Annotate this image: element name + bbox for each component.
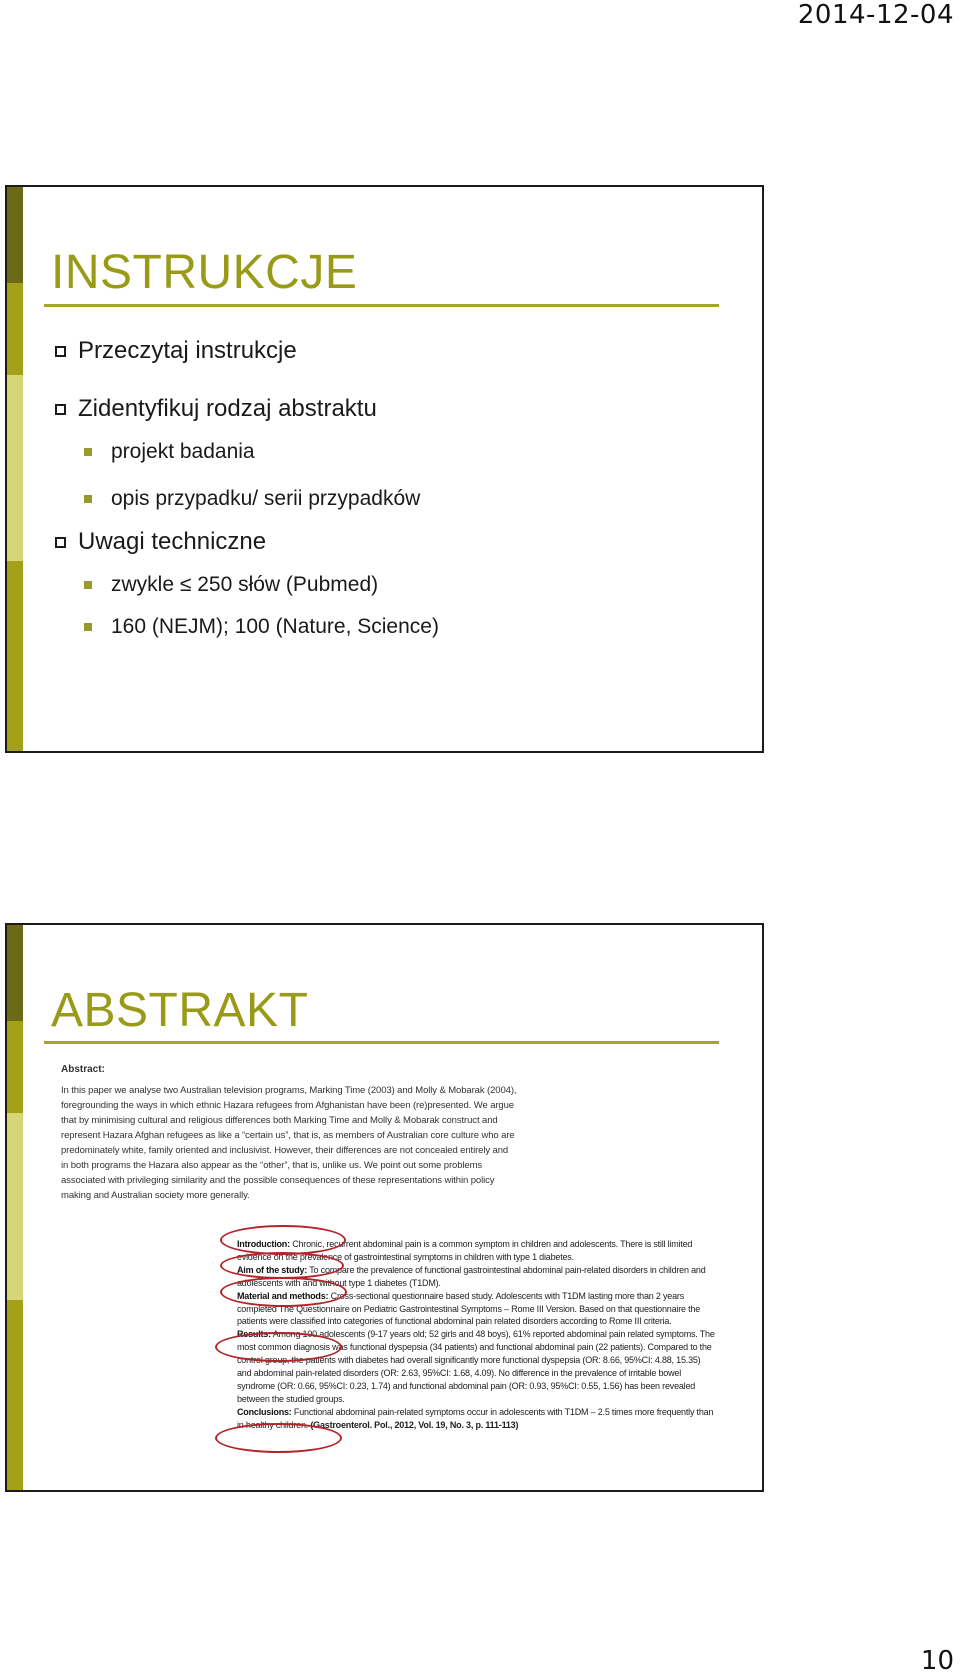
abstract-body: In this paper we analyse two Australian television programs, Marking Time (2003) and Molly & Mobarak (2004), foregrounding the ways in which ethnic Hazara refugees from Afghanistan have been (re)presented. We argue that by minimising cultural and religious differences both Marking Time and Molly & Mobarak construct and represent Hazara Afghan refugees as like a “certain us”, that is, as members of Australian core culture who are predominately white, family oriented and inclusivist. However, their differences are not concealed entirely and in both programs the Hazara also appear as the “other”, that is, unlike us. We point out some problems associated with privileging similarity and the possible consequences of these representations within policy making and Australian society more generally.	[61, 1085, 517, 1201]
section-text: Cross-sectional questionnaire based study. Adolescents with T1DM lasting more than 2 years completed The Questionnaire on Pediatric Gastrointestinal Symptoms – Rome III Version. Based on that questionnaire the patients were classified into categories of functional abdominal pain related disorders according to Rome III criteria.	[237, 1290, 701, 1327]
highlight-ellipse-conclusions	[215, 1423, 342, 1453]
sub-bullet-item	[51, 614, 732, 640]
page-number: 10	[920, 1646, 954, 1676]
citation: (Gastroenterol. Pol., 2012, Vol. 19, No. 3, p. 111-113)	[310, 1419, 519, 1430]
section-label: Material and methods:	[237, 1290, 329, 1301]
sub-bullet-item	[51, 486, 732, 512]
slide-accent-stripe	[7, 925, 23, 1490]
slide-title: ABSTRAKT	[51, 984, 309, 1037]
slide-abstrakt	[5, 923, 764, 1492]
section-text: Among 100 adolescents (9-17 years old; 52 girls and 48 boys), 61% reported abdominal pain related symptoms. The most common diagnosis was functional dyspepsia (34 patients) and functional abdominal pain (22 patients). Compared to the control group, the patients with diabetes had overall significantly more functional dyspepsia (OR: 8.66, 95%CI: 4.88, 15.35) and abdominal pain-related disorders (OR: 2.63, 95%CI: 1.68, 4.09). No difference in the prevalence of irritable bowel syndrome (OR: 0.66, 95%CI: 0.23, 1.74) and functional abdominal pain (OR: 0.93, 95%CI: 0.55, 1.56) has been revealed between the studied groups.	[237, 1329, 715, 1404]
highlight-ellipse-aim	[220, 1252, 344, 1279]
unstructured-abstract-image	[51, 1060, 521, 1209]
filled-square-bullet-icon	[84, 581, 92, 589]
title-underline	[44, 1041, 719, 1044]
highlight-ellipse-methods	[220, 1277, 347, 1307]
slide-title: INSTRUKCJE	[51, 246, 358, 299]
hollow-square-bullet-icon	[55, 537, 66, 548]
sub-bullet-item	[51, 439, 732, 465]
sub-bullet-text: projekt badania	[111, 440, 255, 463]
section-label: Conclusions:	[237, 1406, 292, 1417]
filled-square-bullet-icon	[84, 495, 92, 503]
highlight-ellipse-introduction	[220, 1225, 346, 1255]
filled-square-bullet-icon	[84, 623, 92, 631]
bullet-item	[51, 528, 732, 556]
bullet-item	[51, 395, 732, 423]
sub-bullet-item	[51, 572, 732, 598]
hollow-square-bullet-icon	[55, 404, 66, 415]
bullet-text: Uwagi techniczne	[78, 528, 267, 555]
slide-instrukcje	[5, 185, 764, 753]
section-text: Functional abdominal pain-related symptoms occur in adolescents with T1DM – 2.5 times more frequently than in healthy children.	[237, 1406, 714, 1430]
abstract-heading: Abstract:	[61, 1064, 105, 1075]
section-label: Aim of the study:	[237, 1264, 308, 1275]
section-label: Results:	[237, 1329, 271, 1340]
section-label: Introduction:	[237, 1239, 290, 1249]
slide-accent-stripe	[7, 187, 23, 751]
title-underline	[44, 304, 719, 307]
sub-bullet-text: opis przypadku/ serii przypadków	[111, 487, 421, 510]
bullet-item	[51, 337, 732, 365]
sub-bullet-text: 160 (NEJM); 100 (Nature, Science)	[111, 615, 439, 638]
filled-square-bullet-icon	[84, 448, 92, 456]
hollow-square-bullet-icon	[55, 346, 66, 357]
bullet-text: Zidentyfikuj rodzaj abstraktu	[78, 395, 377, 422]
bullet-text: Przeczytaj instrukcje	[78, 337, 297, 364]
highlight-ellipse-results	[215, 1332, 342, 1362]
bullet-list	[51, 337, 732, 661]
page-date: 2014-12-04	[797, 0, 954, 30]
section-text: To compare the prevalence of functional gastrointestinal abdominal pain-related disorders in children and adolescents with and without type 1 diabetes (T1DM).	[237, 1264, 706, 1288]
sub-bullet-text: zwykle ≤ 250 słów (Pubmed)	[111, 573, 379, 596]
section-text: Chronic, recurrent abdominal pain is a common symptom in children and adolescents. There is still limited evidence on the prevalence of gastrointestinal symptoms in children with type 1 diabetes.	[237, 1239, 693, 1262]
